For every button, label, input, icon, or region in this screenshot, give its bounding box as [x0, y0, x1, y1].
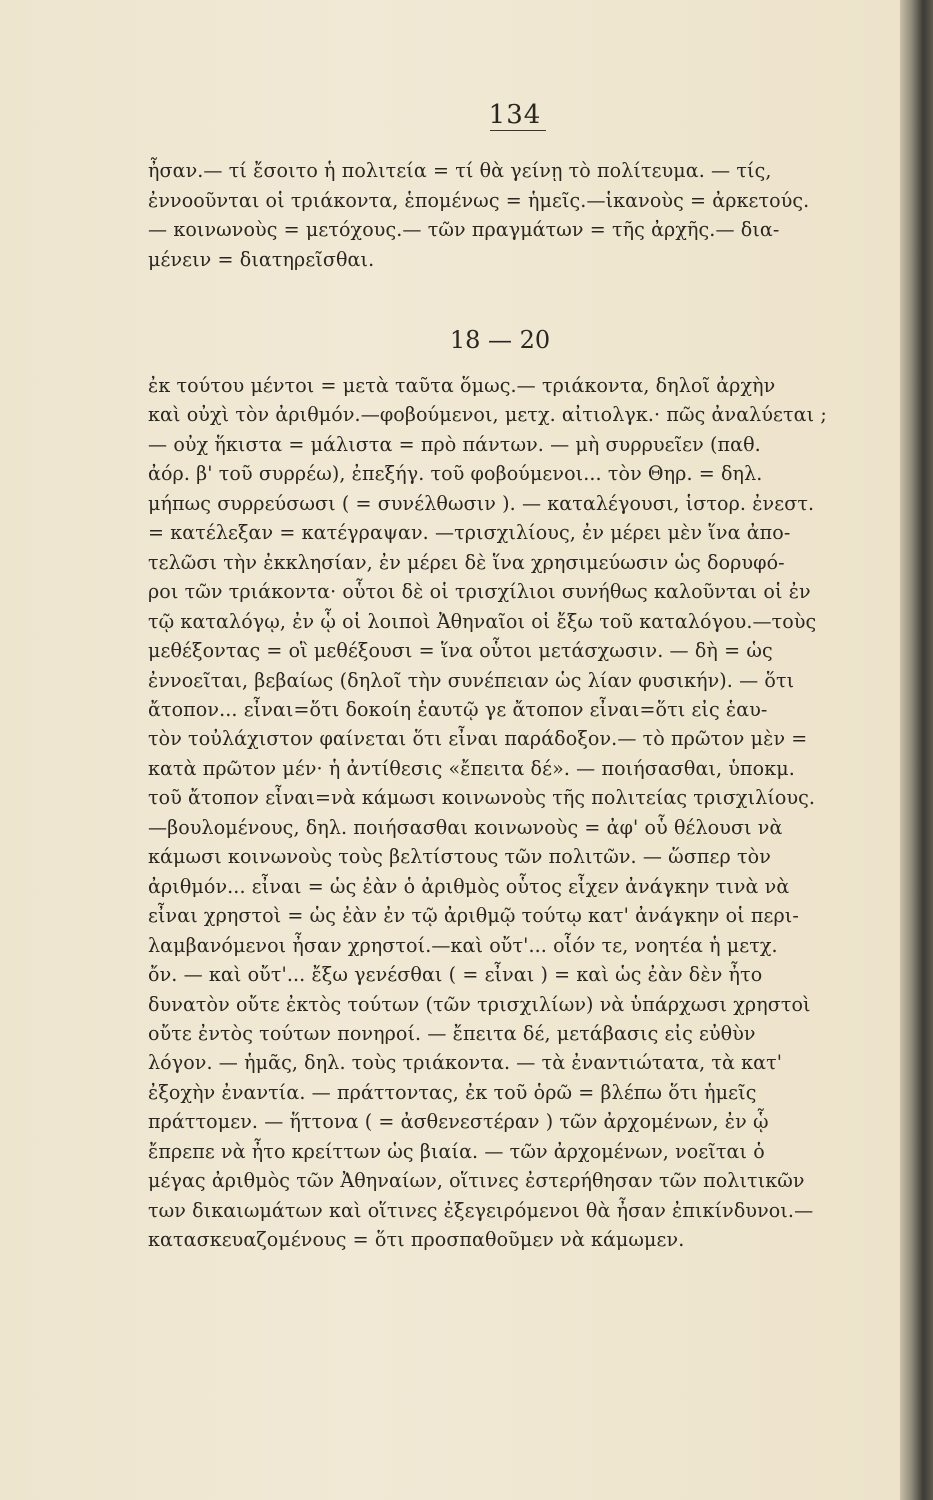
text-line: τὸν τοὐλάχιστον φαίνεται ὅτι εἶναι παράδοξον.— τὸ πρῶτον μὲν = [148, 727, 808, 751]
commentary-paragraph-2 [148, 371, 900, 1255]
text-line: κατὰ πρῶτον μέν· ἡ ἀντίθεσις «ἔπειτα δέ». — ποιήσασθαι, ὑποκμ. [148, 756, 795, 780]
text-line: των δικαιωμάτων καὶ οἵτινες ἐξεγειρόμενοι θὰ ἦσαν ἐπικίνδυνοι.— [148, 1198, 814, 1222]
text-line: κατασκευαζομένους = ὅτι προσπαθοῦμεν νὰ κάμωμεν. [148, 1228, 685, 1252]
text-line: τοῦ ἄτοπον εἶναι=νὰ κάμωσι κοινωνοὺς τῆς πολιτείας τρισχιλίους. [148, 786, 816, 810]
text-line: μέγας ἀριθμὸς τῶν Ἀθηναίων, οἵτινες ἐστερήθησαν τῶν πολιτικῶν [148, 1169, 805, 1193]
section-heading: 18 — 20 [449, 326, 551, 354]
text-line: ἄτοπον... εἶναι=ὅτι δοκοίη ἑαυτῷ γε ἄτοπον εἶναι=ὅτι εἰς ἑαυ- [148, 697, 768, 721]
text-line: εἶναι χρηστοὶ = ὡς ἐὰν ἐν τῷ ἀριθμῷ τούτῳ κατ' ἀνάγκην οἱ περι- [148, 904, 799, 928]
text-line: πράττομεν. — ἥττονα ( = ἀσθενεστέραν ) τῶν ἀρχομένων, ἐν ᾧ [148, 1110, 769, 1134]
text-line: ροι τῶν τριάκοντα· οὗτοι δὲ οἱ τρισχίλιοι συνήθως καλοῦνται οἱ ἐν [148, 580, 811, 604]
text-line: ἀόρ. β' τοῦ συρρέω), ἐπεξήγ. τοῦ φοβούμενοι... τὸν Θηρ. = δηλ. [148, 462, 763, 486]
text-line: ἐννοοῦνται οἱ τριάκοντα, ἑπομένως = ἡμεῖς.—ἱκανοὺς = ἀρκετούς. [148, 188, 810, 212]
text-line: μήπως συρρεύσωσι ( = συνέλθωσιν ). — καταλέγουσι, ἱστορ. ἐνεστ. [148, 491, 815, 515]
text-line: λόγον. — ἡμᾶς, δηλ. τοὺς τριάκοντα. — τὰ ἐναντιώτατα, τὰ κατ' [148, 1051, 783, 1075]
text-line: μεθέξοντας = οἳ μεθέξουσι = ἵνα οὗτοι μετάσχωσιν. — δὴ = ὡς [148, 639, 773, 663]
text-line: κάμωσι κοινωνοὺς τοὺς βελτίστους τῶν πολιτῶν. — ὥσπερ τὸν [148, 845, 771, 869]
text-line: λαμβανόμενοι ἦσαν χρηστοί.—καὶ οὔτ'... οἷόν τε, νοητέα ἡ μετχ. [148, 933, 778, 957]
text-line: οὔτε ἐντὸς τούτων πονηροί. — ἔπειτα δέ, μετάβασις εἰς εὐθὺν [148, 1021, 756, 1045]
text-line: = κατέλεξαν = κατέγραψαν. —τρισχιλίους, ἐν μέρει μὲν ἵνα ἀπο- [148, 521, 791, 545]
page-number-underline [490, 130, 546, 131]
text-line: ἐξοχὴν ἐναντία. — πράττοντας, ἐκ τοῦ ὁρῶ = βλέπω ὅτι ἡμεῖς [148, 1080, 757, 1104]
text-line: ἦσαν.— τί ἔσοιτο ἡ πολιτεία = τί θὰ γείνῃ τὸ πολίτευμα. — τίς, [148, 159, 772, 182]
page-number: 134 [488, 100, 542, 130]
text-line: ἐκ τούτου μέντοι = μετὰ ταῦτα ὅμως.— τριάκοντα, δηλοῖ ἀρχὴν [148, 374, 776, 397]
text-line: ἐννοεῖται, βεβαίως (δηλοῖ τὴν συνέπειαν ὡς λίαν φυσικήν). — ὅτι [148, 668, 795, 692]
text-line: ὄν. — καὶ οὔτ'... ἔξω γενέσθαι ( = εἶναι ) = καὶ ὡς ἐὰν δὲν ἦτο [148, 963, 763, 987]
text-line: μένειν = διατηρεῖσθαι. [148, 247, 375, 271]
text-line: — οὐχ ἥκιστα = μάλιστα = πρὸ πάντων. — μὴ συρρυεῖεν (παθ. [148, 432, 761, 456]
text-line: δυνατὸν οὔτε ἐκτὸς τούτων (τῶν τρισχιλίων) νὰ ὑπάρχωσι χρηστοὶ [148, 992, 811, 1016]
text-line: καὶ οὐχὶ τὸν ἀριθμόν.—φοβούμενοι, μετχ. αἰτιολγκ.· πῶς ἀναλύεται ; [148, 403, 827, 427]
text-line: —βουλομένους, δηλ. ποιήσασθαι κοινωνοὺς = ἀφ' οὗ θέλουσι νὰ [148, 815, 783, 839]
commentary-paragraph-1 [148, 156, 900, 274]
text-line: τελῶσι τὴν ἐκκλησίαν, ἐν μέρει δὲ ἵνα χρησιμεύωσιν ὡς δορυφό- [148, 550, 785, 574]
text-line: τῷ καταλόγῳ, ἐν ᾧ οἱ λοιποὶ Ἀθηναῖοι οἱ ἔξω τοῦ καταλόγου.—τοὺς [148, 609, 817, 633]
text-line: — κοινωνοὺς = μετόχους.— τῶν πραγμάτων = τῆς ἀρχῆς.— δια- [148, 218, 780, 242]
text-line: ἔπρεπε νὰ ἦτο κρείττων ὡς βιαία. — τῶν ἀρχομένων, νοεῖται ὁ [148, 1139, 765, 1163]
binding-edge [900, 0, 933, 1500]
text-line: ἀριθμόν... εἶναι = ὡς ἐὰν ὁ ἀριθμὸς οὗτος εἶχεν ἀνάγκην τινὰ νὰ [148, 874, 790, 898]
